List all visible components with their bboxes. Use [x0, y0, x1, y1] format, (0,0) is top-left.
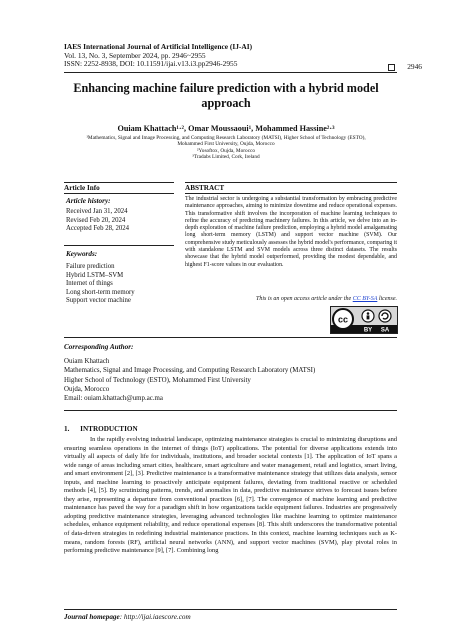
title-line-2: approach [201, 96, 251, 110]
keywords-label: Keywords: [66, 250, 98, 258]
keywords-list [66, 263, 135, 306]
by-text: BY [363, 327, 373, 333]
keyword-item: Long short-term memory [66, 288, 135, 296]
corresponding-top-rule [64, 337, 397, 338]
article-info-heading: Article Info [64, 184, 100, 192]
abstract-heading: ABSTRACT [185, 184, 225, 192]
corresponding-bottom-rule [64, 410, 397, 411]
page-number-box [388, 62, 422, 71]
footer-rule [64, 609, 397, 610]
authors: Ouiam Khattach¹·², Omar Moussaoui¹, Mohammed Hassine²·³ [117, 124, 335, 133]
paper-title [60, 81, 392, 111]
keyword-item: Internet of things [66, 280, 113, 288]
corresponding-author [64, 340, 397, 403]
keyword-item: Failure prediction [66, 263, 115, 270]
keyword-item: Hybrid LSTM–SVM [66, 271, 124, 279]
keywords-rule [64, 245, 174, 246]
cc-text: cc [337, 314, 349, 325]
page-number: 2946 [407, 62, 422, 71]
title-line-1: Enhancing machine failure prediction with a hybrid model [73, 81, 379, 95]
corresponding-school: Higher School of Technology (ESTO), Mohammed First University [64, 376, 251, 384]
affiliation-3: ³Tradabs Limited, Cork, Ireland [192, 154, 260, 161]
square-icon [388, 64, 395, 71]
volume-line: Vol. 13, No. 3, September 2024, pp. 2946~2955 [64, 50, 206, 60]
article-info-sub-rule [64, 193, 174, 194]
abstract-text: The industrial sector is undergoing a substantial transformation by embracing predictive maintenance approaches, aiming to minimize downtime and reduce operational expenses. This transformative shift involves the incorporation of machine learning techniques to refine the accuracy of predicting machinery failures. In this article, we delve into an in-depth exploration of machine failure prediction, employing a hybrid model amalgamating long short-term memory (LSTM) and support vector machine (SVM). Our comprehensive study meticulously assesses the hybrid model's performance, comparing it with standalone LSTM and SVM models across three distinct datasets. The results showcase that the hybrid model outperformed, providing the modest dependable, and highest F1-score values in our evaluation. [185, 196, 397, 268]
sa-text: SA [380, 327, 390, 333]
accepted-date: Accepted Feb 28, 2024 [66, 225, 130, 233]
license-link[interactable]: CC BY-SA [352, 296, 378, 302]
corresponding-email[interactable]: Email: ouiam.khattach@ump.ac.ma [64, 395, 163, 403]
license-prefix: This is an open access article under the [256, 296, 352, 302]
introduction-section [64, 425, 397, 556]
homepage-url[interactable]: : http://ijai.iaescore.com [119, 613, 191, 621]
header-rule [64, 72, 397, 73]
homepage-label: Journal homepage [64, 613, 120, 621]
abstract-top-rule [185, 182, 397, 183]
abstract-sub-rule [185, 193, 397, 194]
cc-logo-icon [331, 307, 397, 333]
corresponding-name: Ouiam Khattach [64, 358, 110, 365]
cc-by-sa-badge[interactable] [330, 306, 398, 334]
license-suffix: license. [378, 296, 397, 302]
journal-name: IAES International Journal of Artificial Intelligence (IJ-AI) [64, 42, 253, 51]
affiliation-1-cont: Mohammed First University, Oujda, Morocco [177, 141, 275, 148]
article-info-top-rule [64, 182, 174, 183]
affiliation-1: ¹Mathematics, Signal and Image Processing, and Computing Research Laboratory (MATSI), Higher School of Technology (ESTO), [86, 135, 366, 141]
received-date: Received Jan 31, 2024 [66, 208, 128, 215]
corresponding-city: Oujda, Morocco [64, 385, 110, 393]
affiliation-2: ²Yosoftox, Oujda, Morocco [196, 147, 256, 154]
introduction-heading: 1. INTRODUCTION [64, 425, 138, 433]
corresponding-lab: Mathematics, Signal and Image Processing, and Computing Research Laboratory (MATSI) [64, 367, 316, 375]
license-line [185, 296, 397, 302]
corresponding-heading: Corresponding Author: [64, 343, 134, 351]
affiliations [40, 135, 412, 161]
issn-line: ISSN: 2252-8938, DOI: 10.11591/ijai.v13.i3.pp2946-2955 [64, 59, 238, 69]
article-history [66, 208, 129, 234]
history-label: Article history: [66, 197, 111, 205]
introduction-text: In the rapidly evolving industrial landscape, optimizing maintenance strategies is crucial to minimizing disruptions and ensuring seamless operations in the internet of things (IoT) applications. The potential for diverse applications extends into virtually all aspects of daily life for individuals, institutions, and broader societal contexts [1]. The application of IoT spans a wide range of areas including smart cities, healthcare, smart agriculture and water management, retail and logistics, smart living, and smart environment [2], [3]. Predictive maintenance is a transformative maintenance strategy that utilizes data analysis, sensor inputs, and machine learning to proactively anticipate equipment failures, deviating from traditional reactive or scheduled methods [4], [5]. By scrutinizing patterns, trends, and anomalies in data, predictive maintenance strives to forecast issues before they arise, representing a departure from conventional practices [6], [7]. The convergence of machine learning and predictive maintenance has paved the way for a paradigm shift in how organizations tackle equipment failures. Industries are progressively adopting predictive maintenance strategies, leveraging advanced technologies like machine learning to optimize maintenance schedules, enhance equipment reliability, and reduce operational expenses [8]. This shift underscores the transformative potential of data-driven strategies in redefining industrial maintenance practices. In this context, machine learning techniques such as K-means, random forests (RF), artificial neural networks (ANN), and support vector machines (SVM), play pivotal roles in performing predictive maintenance [9], [7]. Combining long [64, 436, 397, 555]
journal-header [64, 43, 252, 69]
revised-date: Revised Feb 20, 2024 [66, 216, 126, 224]
journal-homepage [64, 613, 191, 621]
keyword-item: Support vector machine [66, 297, 131, 305]
